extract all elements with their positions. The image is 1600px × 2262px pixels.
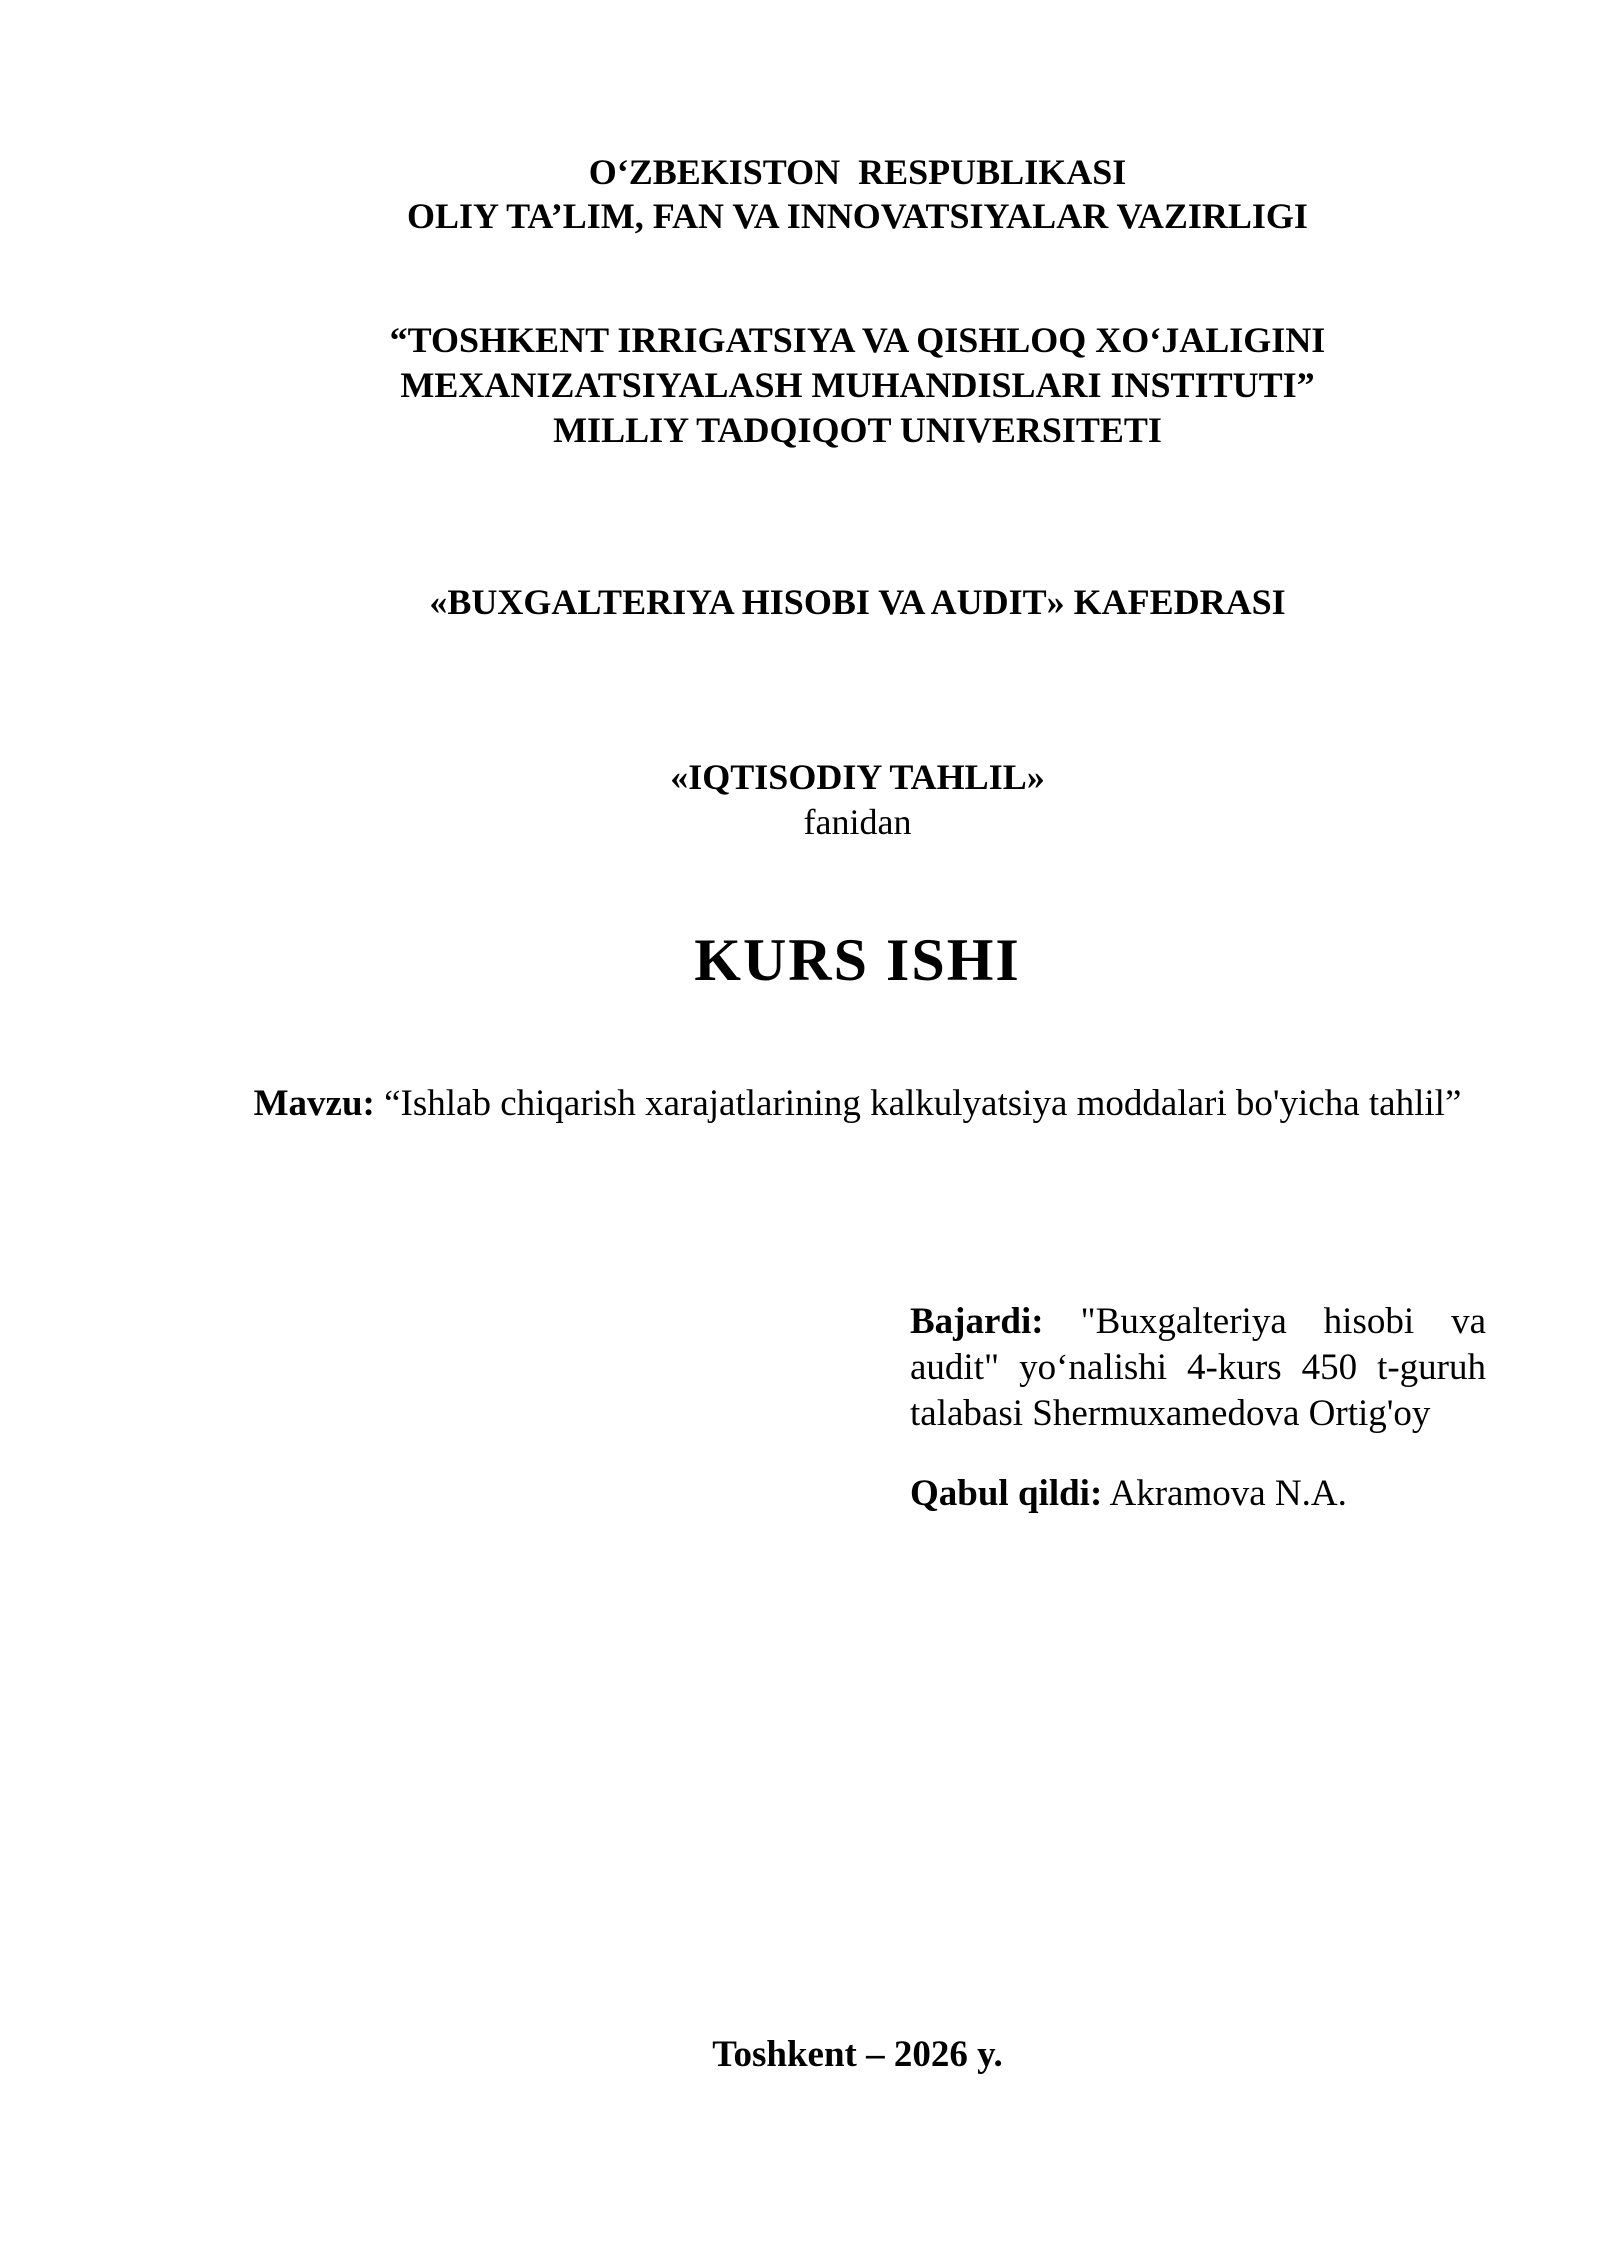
author-block bbox=[910, 1299, 1486, 1437]
university-line-2: MEXANIZATSIYALASH MUHANDISLARI INSTITUTI” bbox=[400, 365, 1315, 405]
author-label: Bajardi: bbox=[910, 1301, 1044, 1342]
author-line-1-text: "Buxgalteriya hisobi va bbox=[1043, 1301, 1486, 1342]
topic-line bbox=[229, 1082, 1486, 1126]
footer-city-year: Toshkent – 2026 y. bbox=[712, 2034, 1003, 2075]
subject-name: «IQTISODIY TAHLIL» bbox=[670, 757, 1045, 797]
department-heading bbox=[229, 580, 1486, 624]
supervisor-label: Qabul qildi: bbox=[910, 1473, 1103, 1514]
ministry-line-2: OLIY TA’LIM, FAN VA INNOVATSIYALAR VAZIRLIGI bbox=[407, 196, 1308, 236]
author-line-1 bbox=[910, 1299, 1486, 1345]
ministry-line-1: OʻZBEKISTON RESPUBLIKASI bbox=[588, 152, 1127, 192]
subject-heading bbox=[229, 755, 1486, 845]
supervisor-line bbox=[910, 1471, 1486, 1517]
university-line-1: “TOSHKENT IRRIGATSIYA VA QISHLOQ XOʻJALIGINI bbox=[389, 320, 1326, 360]
topic-label: Mavzu: bbox=[253, 1083, 375, 1124]
author-line-3: talabasi Shermuxamedova Ortig'oy bbox=[910, 1393, 1431, 1434]
ministry-heading bbox=[229, 150, 1486, 238]
university-heading bbox=[229, 318, 1486, 453]
supervisor-name: Akramova N.A. bbox=[1102, 1473, 1347, 1514]
topic-text: “Ishlab chiqarish xarajatlarining kalkulyatsiya moddalari bo'yicha tahlil” bbox=[374, 1083, 1462, 1124]
subject-suffix: fanidan bbox=[803, 802, 912, 842]
department-name: «BUXGALTERIYA HISOBI VA AUDIT» KAFEDRASI bbox=[429, 582, 1286, 622]
university-line-3: MILLIY TADQIQOT UNIVERSITETI bbox=[553, 410, 1162, 450]
author-line-2: audit" yoʻnalishi 4-kurs 450 t-guruh bbox=[910, 1347, 1486, 1388]
course-work-title: KURS ISHI bbox=[694, 927, 1021, 993]
